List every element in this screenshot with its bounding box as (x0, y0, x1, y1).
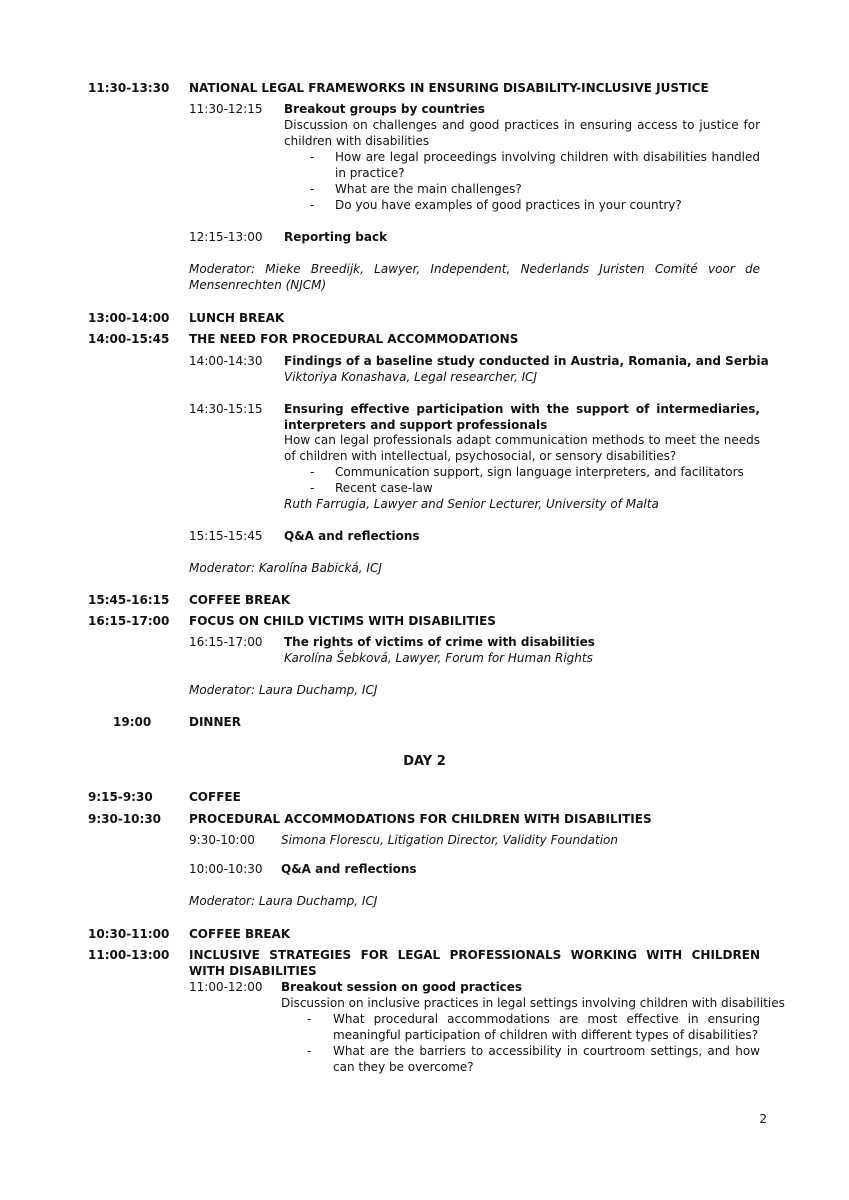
subsession-time: 12:15-13:00 (189, 230, 263, 244)
subsession-time: 14:00-14:30 (189, 354, 263, 368)
bullet-dash: - (307, 1044, 312, 1058)
subsession-time: 10:00-10:30 (189, 862, 263, 876)
session-time: 13:00-14:00 (88, 311, 170, 325)
moderator: Moderator: Mieke Breedijk, Lawyer, Independent, Nederlands Juristen Comité voor de Mensenrechten (NJCM) (189, 262, 760, 292)
bullet-item: Do you have examples of good practices in your country? (335, 198, 682, 212)
bullet-item: What are the barriers to accessibility in courtroom settings, and how can they be overcome? (333, 1044, 760, 1074)
subsession-description: Discussion on challenges and good practices in ensuring access to justice for children with disabilities (284, 118, 760, 148)
subsession-time: 14:30-15:15 (189, 402, 263, 416)
session-time: 10:30-11:00 (88, 927, 170, 941)
session-time: 9:30-10:30 (88, 812, 162, 826)
session-title: COFFEE (189, 790, 241, 804)
bullet-item: Communication support, sign language interpreters, and facilitators (335, 465, 744, 479)
subsession-time: 11:00-12:00 (189, 980, 263, 994)
bullet-item: What procedural accommodations are most effective in ensuring meaningful participation of children with different types of disabilities? (333, 1012, 760, 1042)
subsession-title: Breakout session on good practices (281, 980, 523, 994)
subsession-description: How can legal professionals adapt communication methods to meet the needs of children with intellectual, psychosocial, or sensory disabilities? (284, 433, 760, 463)
session-title: INCLUSIVE STRATEGIES FOR LEGAL PROFESSIONALS WORKING WITH CHILDREN WITH DISABILITIES (189, 948, 760, 978)
subsession-description: Discussion on inclusive practices in legal settings involving children with disabilities (281, 996, 785, 1010)
speaker: Simona Florescu, Litigation Director, Validity Foundation (281, 833, 619, 847)
bullet-dash: - (310, 481, 315, 495)
subsession-title: Findings of a baseline study conducted in Austria, Romania, and Serbia (284, 354, 769, 368)
subsession-time: 11:30-12:15 (189, 102, 263, 116)
bullet-dash: - (310, 182, 315, 196)
session-title: NATIONAL LEGAL FRAMEWORKS IN ENSURING DISABILITY-INCLUSIVE JUSTICE (189, 81, 709, 95)
moderator: Moderator: Karolína Babická, ICJ (189, 561, 382, 575)
day-heading: DAY 2 (403, 754, 446, 769)
subsession-title: Reporting back (284, 230, 388, 244)
session-title: LUNCH BREAK (189, 311, 285, 325)
bullet-dash: - (310, 150, 315, 164)
bullet-dash: - (310, 198, 315, 212)
session-title: DINNER (189, 715, 241, 729)
bullet-dash: - (310, 465, 315, 479)
session-time: 14:00-15:45 (88, 332, 170, 346)
moderator: Moderator: Laura Duchamp, ICJ (189, 894, 378, 908)
session-title: PROCEDURAL ACCOMMODATIONS FOR CHILDREN WITH DISABILITIES (189, 812, 652, 826)
session-time: 19:00 (113, 715, 152, 729)
subsession-time: 15:15-15:45 (189, 529, 263, 543)
subsession-title: Breakout groups by countries (284, 102, 485, 116)
session-title: COFFEE BREAK (189, 927, 291, 941)
subsession-time: 16:15-17:00 (189, 635, 263, 649)
speaker: Ruth Farrugia, Lawyer and Senior Lecturer, University of Malta (284, 497, 659, 511)
session-time: 11:00-13:00 (88, 948, 170, 962)
bullet-item: How are legal proceedings involving children with disabilities handled in practice? (335, 150, 760, 180)
speaker: Karolína Šebková, Lawyer, Forum for Human Rights (284, 651, 593, 665)
session-time: 9:15-9:30 (88, 790, 153, 804)
session-time: 15:45-16:15 (88, 593, 170, 607)
subsession-title: The rights of victims of crime with disabilities (284, 635, 595, 649)
speaker: Viktoriya Konashava, Legal researcher, ICJ (284, 370, 538, 384)
session-title: FOCUS ON CHILD VICTIMS WITH DISABILITIES (189, 614, 496, 628)
subsession-title: Q&A and reflections (284, 529, 420, 543)
bullet-dash: - (307, 1012, 312, 1026)
bullet-item: What are the main challenges? (335, 182, 522, 196)
moderator: Moderator: Laura Duchamp, ICJ (189, 683, 378, 697)
session-time: 16:15-17:00 (88, 614, 170, 628)
session-title: COFFEE BREAK (189, 593, 291, 607)
bullet-item: Recent case-law (335, 481, 433, 495)
subsession-time: 9:30-10:00 (189, 833, 255, 847)
session-time: 11:30-13:30 (88, 81, 170, 95)
subsession-title: Q&A and reflections (281, 862, 417, 876)
page-number: 2 (759, 1112, 767, 1126)
session-title: THE NEED FOR PROCEDURAL ACCOMMODATIONS (189, 332, 519, 346)
subsession-title: Ensuring effective participation with the support of intermediaries, interpreters and support professionals (284, 402, 760, 432)
